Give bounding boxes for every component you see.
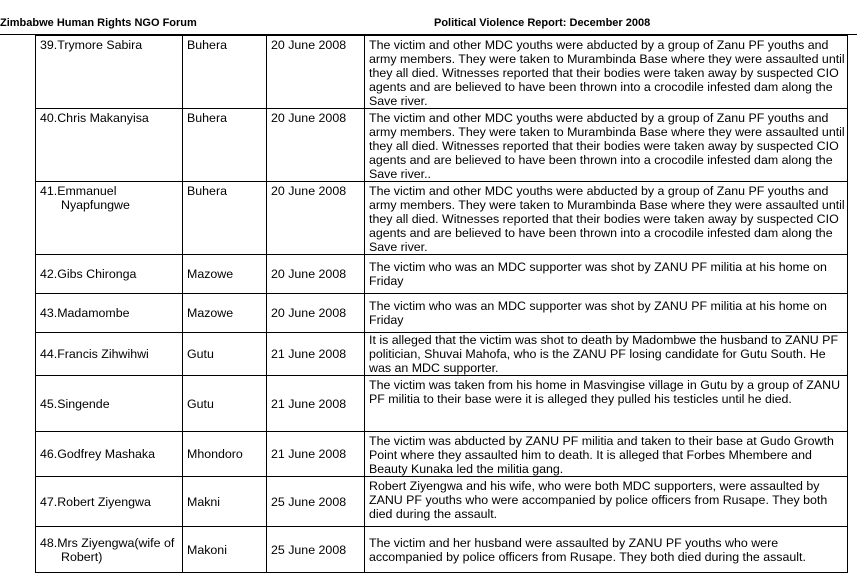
table-row: [36, 477, 848, 527]
victim-name-line: Robert): [61, 549, 103, 564]
incident-date: 20 June 2008: [267, 182, 365, 255]
victim-name: 42.Gibs Chironga: [36, 255, 183, 294]
victim-place: Buhera: [183, 182, 267, 255]
victim-name: 45.Singende: [36, 376, 183, 432]
incident-description: The victim and other MDC youths were abducted by a group of Zanu PF youths and army members. They were taken to Murambinda Base where they were assaulted until they all died. Witnesses reported that their bodies were taken away by suspected CIO agents and are believed to have been thrown into a crocodile infested dam along the Save river.: [365, 36, 848, 109]
victim-place: Makoni: [183, 527, 267, 573]
incident-description: The victim who was an MDC supporter was shot by ZANU PF militia at his home on Friday: [365, 255, 848, 294]
table-row: [36, 527, 848, 573]
table-row: [36, 376, 848, 432]
victim-name: [36, 182, 183, 255]
victim-place: Mhondoro: [183, 432, 267, 477]
incident-description: The victim and other MDC youths were abducted by a group of Zanu PF youths and army members. They were taken to Murambinda Base where they were assaulted until they all died. Witnesses reported that their bodies were taken away by suspected CIO agents and are believed to have been thrown into a crocodile infested dam along the Save river.: [365, 182, 848, 255]
victim-place: Makni: [183, 477, 267, 527]
incident-description: Robert Ziyengwa and his wife, who were both MDC supporters, were assaulted by ZANU PF youths who were accompanied by police officers from Rusape. They both died during the assault.: [365, 477, 848, 527]
incident-date: 20 June 2008: [267, 294, 365, 333]
table-row: [36, 255, 848, 294]
victim-name: 40.Chris Makanyisa: [36, 109, 183, 182]
incident-date: 21 June 2008: [267, 376, 365, 432]
victim-place: Gutu: [183, 333, 267, 376]
violence-table: [35, 35, 848, 573]
table-row: [36, 36, 848, 109]
table-row: [36, 432, 848, 477]
victim-name: 39.Trymore Sabira: [36, 36, 183, 109]
incident-description: The victim was abducted by ZANU PF militia and taken to their base at Gudo Growth Point where they assaulted him to death. It is alleged that Forbes Mhembere and Beauty Kunaka led the militia gang.: [365, 432, 848, 477]
report-title: Political Violence Report: December 2008: [434, 17, 651, 29]
victim-name: 46.Godfrey Mashaka: [36, 432, 183, 477]
table-row: [36, 182, 848, 255]
incident-date: 25 June 2008: [267, 527, 365, 573]
victim-name: 44.Francis Zihwihwi: [36, 333, 183, 376]
victim-name-line: 48.Mrs Ziyengwa(wife of: [40, 535, 175, 550]
victim-name: 43.Madamombe: [36, 294, 183, 333]
incident-date: 21 June 2008: [267, 432, 365, 477]
victim-name-line: Nyapfungwe: [61, 198, 130, 212]
report-org-title: Zimbabwe Human Rights NGO Forum: [0, 17, 197, 29]
incident-date: 20 June 2008: [267, 36, 365, 109]
table-row: [36, 333, 848, 376]
incident-description: The victim and other MDC youths were abducted by a group of Zanu PF youths and army members. They were taken to Murambinda Base where they were assaulted until they all died. Witnesses reported that their bodies were taken away by suspected CIO agents and are believed to have been thrown into a crocodile infested dam along the Save river..: [365, 109, 848, 182]
incident-description: The victim who was an MDC supporter was shot by ZANU PF militia at his home on Friday: [365, 294, 848, 333]
victim-place: Buhera: [183, 109, 267, 182]
incident-date: 25 June 2008: [267, 477, 365, 527]
victim-place: Mazowe: [183, 294, 267, 333]
victim-place: Gutu: [183, 376, 267, 432]
victim-place: Mazowe: [183, 255, 267, 294]
incident-date: 20 June 2008: [267, 109, 365, 182]
incident-date: 21 June 2008: [267, 333, 365, 376]
incident-date: 20 June 2008: [267, 255, 365, 294]
table-row: [36, 109, 848, 182]
incident-description: The victim was taken from his home in Masvingise village in Gutu by a group of ZANU PF militia to their base were it is alleged they pulled his testicles until he died.: [365, 376, 848, 432]
victim-name: [36, 527, 183, 573]
incident-description: The victim and her husband were assaulted by ZANU PF youths who were accompanied by police officers from Rusape. They both died during the assault.: [365, 527, 848, 573]
victim-name-line: 41.Emmanuel: [40, 184, 117, 198]
victim-name: 47.Robert Ziyengwa: [36, 477, 183, 527]
victim-place: Buhera: [183, 36, 267, 109]
incident-description: It is alleged that the victim was shot to death by Madombwe the husband to ZANU PF politician, Shuvai Mahofa, who is the ZANU PF losing candidate for Gutu South. He was an MDC supporter.: [365, 333, 848, 376]
table-row: [36, 294, 848, 333]
